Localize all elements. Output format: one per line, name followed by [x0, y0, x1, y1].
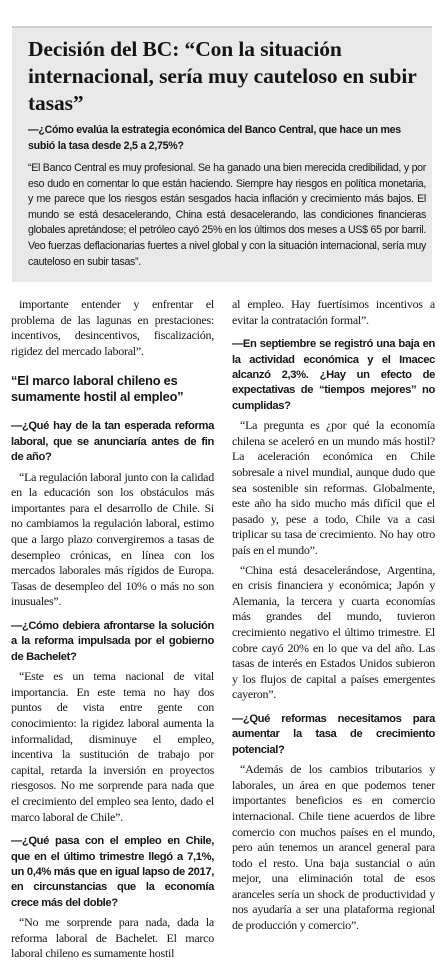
left-column [11, 297, 214, 962]
interview-question: —¿Cómo debiera afrontarse la solución a la reforma impulsada por el gobierno de Bachelet? [11, 619, 214, 663]
subheading: “El marco laboral chileno es sumamente hostil al empleo” [11, 373, 184, 405]
headline: Decisión del BC: “Con la situación internacional, sería muy cauteloso en subir tasas” [28, 37, 417, 115]
right-column [232, 297, 435, 934]
paragraph: importante entender y enfrentar el problema de las lagunas en prestaciones: incentivos, desincentivos, fiscalización, rigidez del mercado laboral”. [11, 297, 214, 358]
paragraph: al empleo. Hay fuertísimos incentivos a evitar la contratación formal”. [232, 297, 435, 327]
interview-answer: “Además de los cambios tributarios y laborales, un área en que podemos tener importantes beneficios es en comercio internacional. Chile tiene acuerdos de libre comercio con muchos países en el mundo, pero aún tenemos un arancel general para todo el resto. Una baja sustancial o aún mejor, una eliminación total de esos aranceles sería un shock de productividad y nos ayudaría a ser una plataforma regional de producción y comercio”. [232, 762, 435, 933]
highlight-question: —¿Cómo evalúa la estrategia económica del Banco Central, que hace un mes subió la tasa desde 2,5 a 2,75%? [28, 124, 401, 152]
interview-answer: “Este es un tema nacional de vital importancia. En este tema no hay dos puntos de vista entre gente con conocimiento: la rigidez laboral aumenta la informalidad, disminuye el empleo, incentiva la sustitución de trabajo por capital, retarda la inversión en proyectos riesgosos. No me sorprende para nada que el crecimiento del empleo sea lento, dado el marco laboral de Chile”. [11, 669, 214, 824]
interview-answer: “China está desacelerándose, Argentina, en crisis financiera y económica; Japón y Alemania, la tercera y cuarta economías más grandes del mundo, tuvieron crecimiento negativo el último trimestre. El cobre cayó 20% en lo que va del año. Las tasas de interés en Estados Unidos subieron y los flujos de capital a países emergentes cayeron”. [232, 562, 435, 702]
interview-answer: “La pregunta es ¿por qué la economía chilena se aceleró en un mundo más hostil? La aceleración económica en Chile sobresale a nivel mundial, aunque dudo que sea sostenible sin reformas. Globalmente, este año ha sido mucho más difícil que el pasado y, pese a todo, Chile va a casi triplicar su tasa de crecimiento. No hay otro país en el mundo”. [232, 418, 435, 557]
interview-answer: “La regulación laboral junto con la calidad en la educación son los obstáculos más importantes para el desarrollo de Chile. Si no cambiamos la regulación laboral, estimo que a largo plazo convergiremos a tasas de desempleo crónicas, en línea con los mercados laborales más rígidos de Europa. Tasas de desempleo del 10% o más no son inusuales”. [11, 469, 214, 609]
interview-question: —¿Qué hay de la tan esperada reforma laboral, que se anunciaría antes de fin de año? [11, 420, 214, 464]
interview-question: —¿Qué reformas necesitamos para aumentar la tasa de crecimiento potencial? [232, 712, 435, 756]
interview-question: —¿Qué pasa con el empleo en Chile, que en el último trimestre llegó a 7,1%, un 0,4% más que en igual lapso de 2017, en circunstancias que la economía crece más del doble? [11, 835, 214, 909]
interview-answer: “No me sorprende para nada, dada la reforma laboral de Bachelet. El marco laboral chileno es sumamente hostil [11, 915, 214, 961]
highlight-answer: “El Banco Central es muy profesional. Se ha ganado una bien merecida credibilidad, y por eso dudo en comentar lo que están haciendo. Siempre hay riesgos en política monetaria, y me parece que los riesgos están sesgados hacia inflación y crecimiento más bajos. El mundo se está desacelerando, China está desacelerando, las condiciones financieras globales apretándose; el petróleo cayó 25% en los últimos dos meses a US$ 65 por barril. Veo fuerzas deflacionarias fuertes a nivel global y con la situación internacional, sería muy cauteloso en subir tasas”. [28, 162, 426, 268]
interview-question: —En septiembre se registró una baja en la actividad económica y el Imacec alcanzó 2,3%. ¿Hay un efecto de expectativas de “tiempos mejores” no cumplidas? [232, 338, 435, 412]
